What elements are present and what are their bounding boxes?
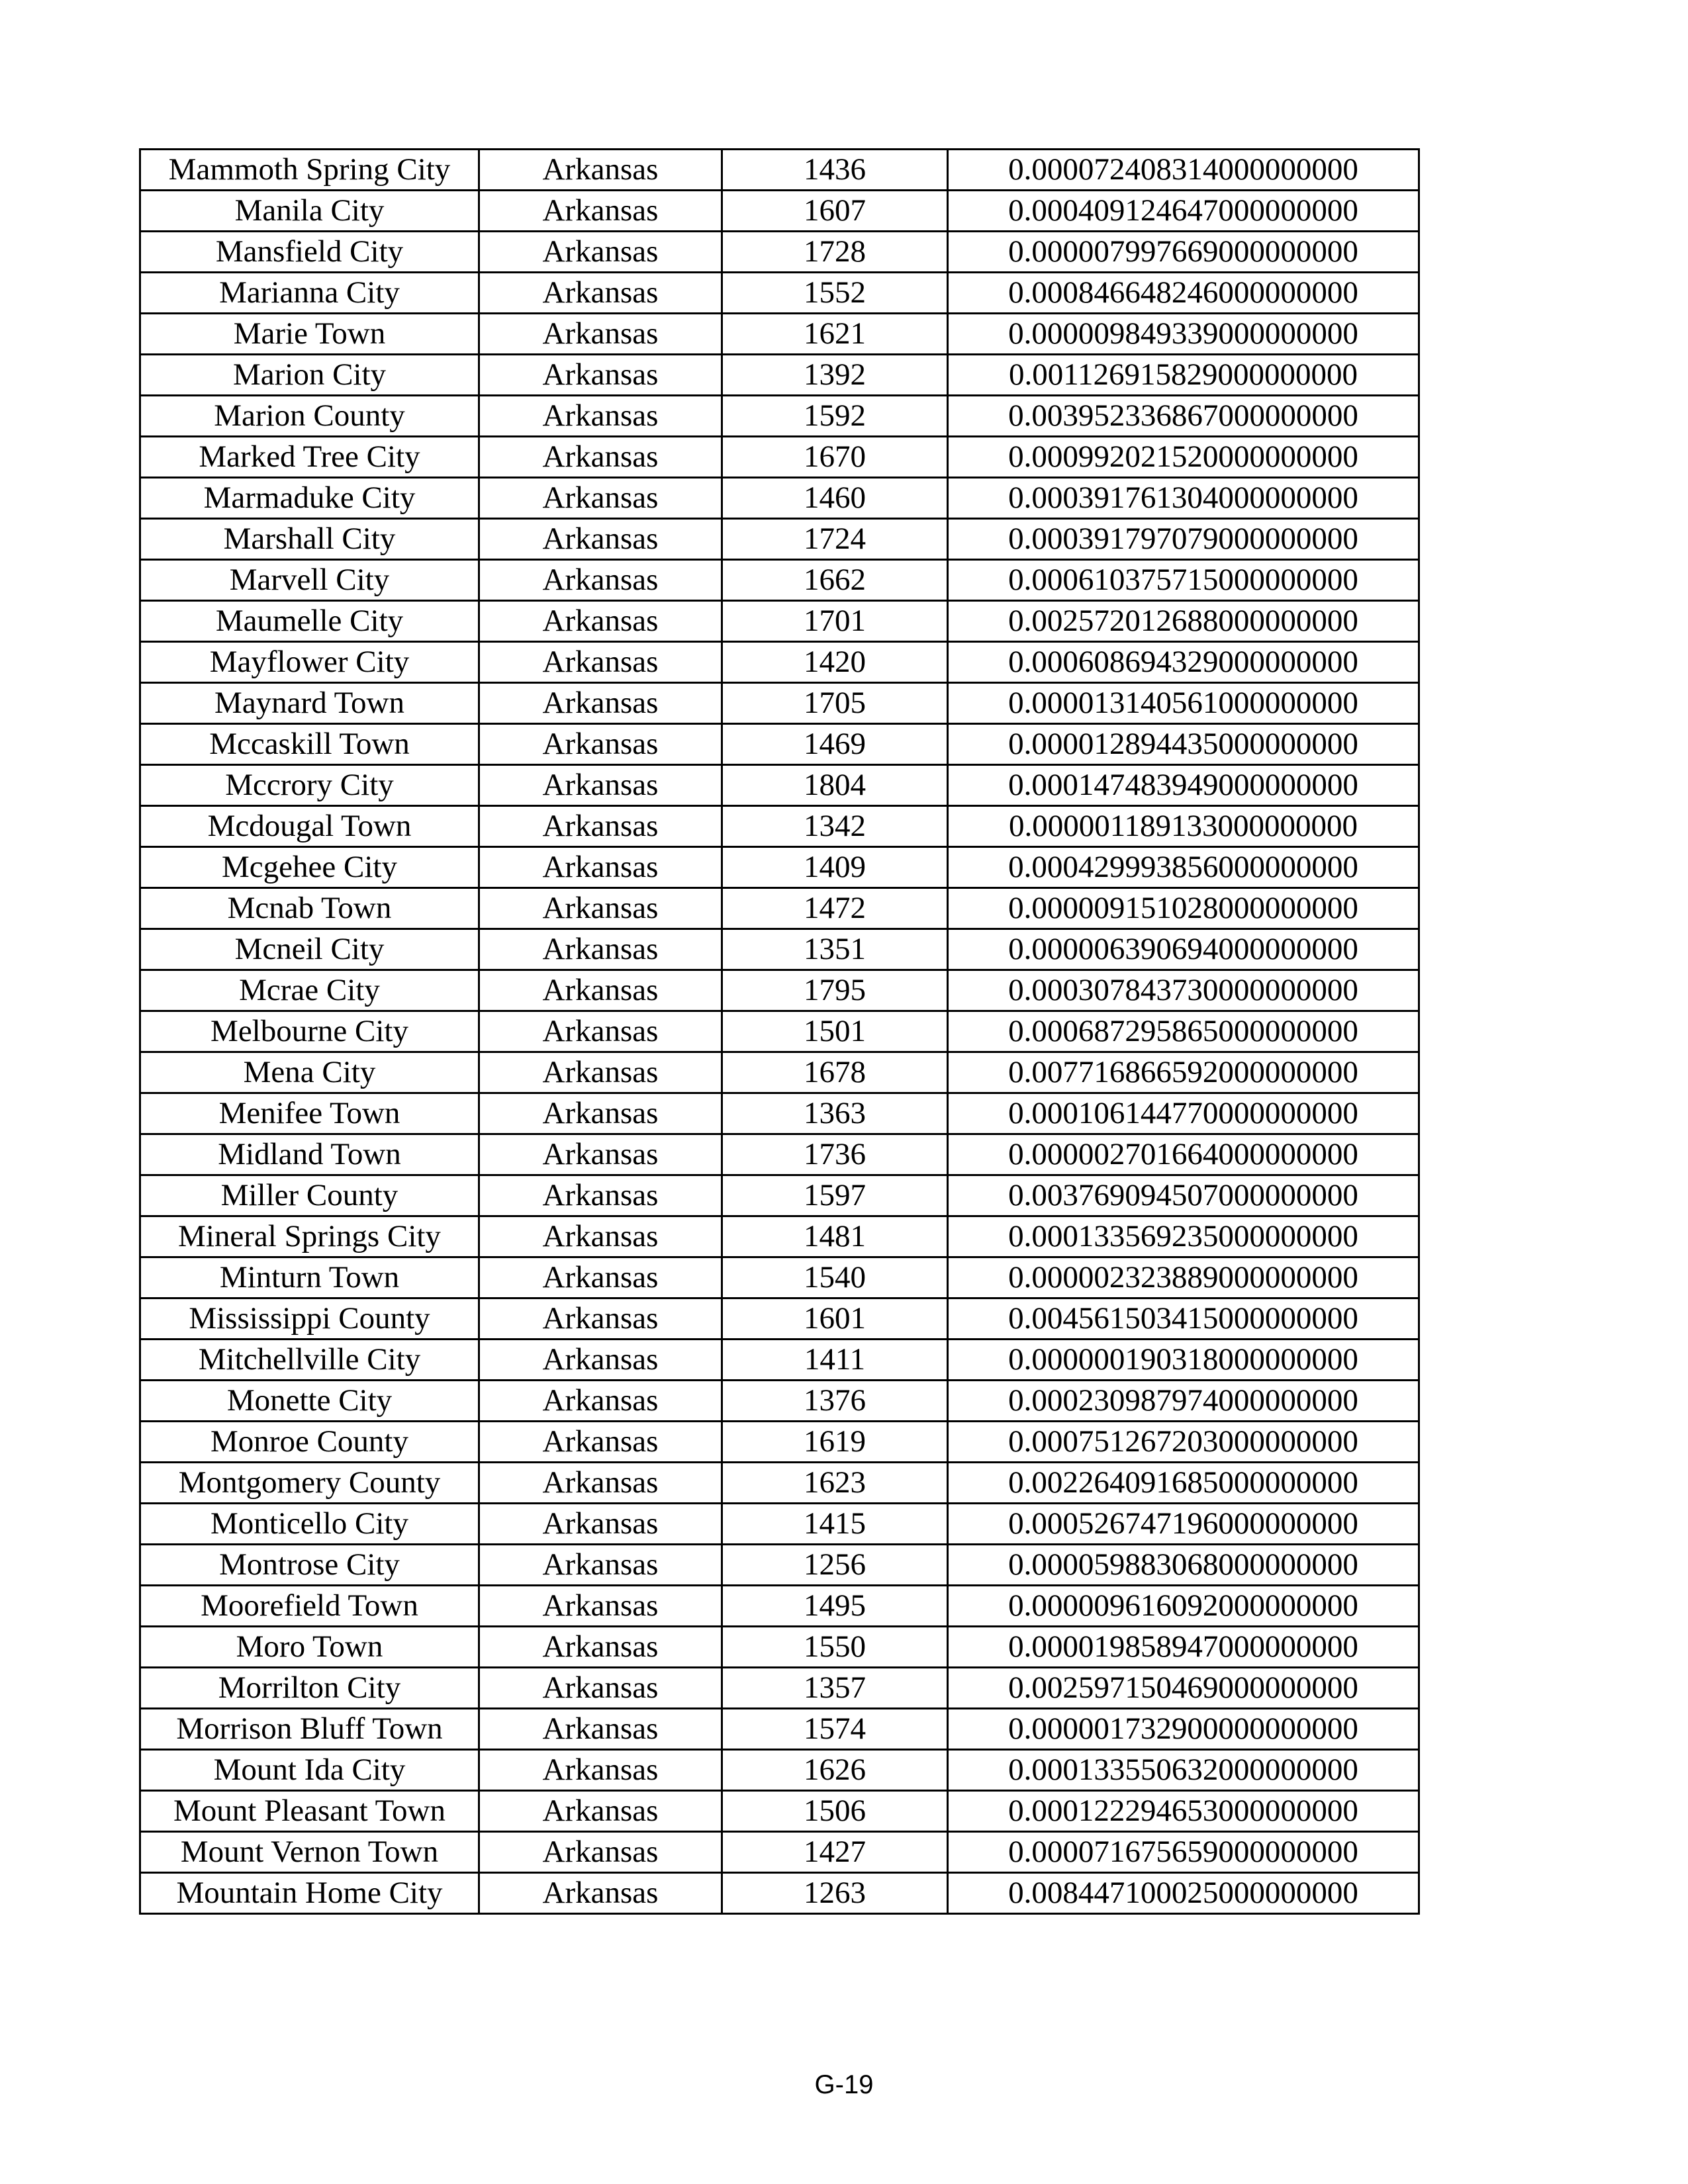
- code-cell: 1795: [722, 970, 948, 1011]
- code-cell: 1592: [722, 396, 948, 437]
- table-row: [140, 150, 1419, 191]
- state-cell: Arkansas: [479, 1093, 722, 1134]
- code-cell: 1540: [722, 1257, 948, 1298]
- table-row: [140, 1216, 1419, 1257]
- jurisdiction-cell: Monette City: [140, 1381, 479, 1422]
- jurisdiction-cell: Marshall City: [140, 519, 479, 560]
- jurisdiction-cell: Mayflower City: [140, 642, 479, 683]
- jurisdiction-cell: Mount Vernon Town: [140, 1832, 479, 1873]
- jurisdiction-cell: Mount Pleasant Town: [140, 1791, 479, 1832]
- state-cell: Arkansas: [479, 601, 722, 642]
- jurisdiction-cell: Mount Ida City: [140, 1750, 479, 1791]
- code-cell: 1481: [722, 1216, 948, 1257]
- state-cell: Arkansas: [479, 396, 722, 437]
- jurisdiction-cell: Morrilton City: [140, 1668, 479, 1709]
- code-cell: 1342: [722, 806, 948, 847]
- table-row: [140, 1422, 1419, 1463]
- value-cell: 0.000002701664000000000: [948, 1134, 1419, 1175]
- code-cell: 1363: [722, 1093, 948, 1134]
- state-cell: Arkansas: [479, 1627, 722, 1668]
- jurisdiction-cell: Marion City: [140, 355, 479, 396]
- value-cell: 0.000526747196000000000: [948, 1504, 1419, 1545]
- jurisdiction-cell: Montrose City: [140, 1545, 479, 1586]
- state-cell: Arkansas: [479, 1545, 722, 1586]
- state-cell: Arkansas: [479, 1873, 722, 1914]
- jurisdiction-cell: Menifee Town: [140, 1093, 479, 1134]
- code-cell: 1256: [722, 1545, 948, 1586]
- table-row: [140, 1175, 1419, 1216]
- code-cell: 1501: [722, 1011, 948, 1052]
- jurisdiction-cell: Mammoth Spring City: [140, 150, 479, 191]
- table-row: [140, 1668, 1419, 1709]
- jurisdiction-cell: Mcneil City: [140, 929, 479, 970]
- table-row: [140, 519, 1419, 560]
- jurisdiction-cell: Mitchellville City: [140, 1340, 479, 1381]
- state-cell: Arkansas: [479, 1750, 722, 1791]
- value-cell: 0.000013140561000000000: [948, 683, 1419, 724]
- code-cell: 1460: [722, 478, 948, 519]
- code-cell: 1436: [722, 150, 948, 191]
- value-cell: 0.002264091685000000000: [948, 1463, 1419, 1504]
- code-cell: 1552: [722, 273, 948, 314]
- state-cell: Arkansas: [479, 1216, 722, 1257]
- value-cell: 0.000007997669000000000: [948, 232, 1419, 273]
- table-row: [140, 1052, 1419, 1093]
- jurisdiction-cell: Mccrory City: [140, 765, 479, 806]
- code-cell: 1626: [722, 1750, 948, 1791]
- value-cell: 0.001126915829000000000: [948, 355, 1419, 396]
- table-row: [140, 1791, 1419, 1832]
- state-cell: Arkansas: [479, 1011, 722, 1052]
- value-cell: 0.000009616092000000000: [948, 1586, 1419, 1627]
- state-cell: Arkansas: [479, 478, 722, 519]
- code-cell: 1724: [722, 519, 948, 560]
- table-row: [140, 273, 1419, 314]
- code-cell: 1728: [722, 232, 948, 273]
- table-row: [140, 806, 1419, 847]
- table-row: [140, 847, 1419, 888]
- code-cell: 1670: [722, 437, 948, 478]
- value-cell: 0.000001189133000000000: [948, 806, 1419, 847]
- value-cell: 0.000610375715000000000: [948, 560, 1419, 601]
- value-cell: 0.000002323889000000000: [948, 1257, 1419, 1298]
- jurisdiction-cell: Mcgehee City: [140, 847, 479, 888]
- code-cell: 1662: [722, 560, 948, 601]
- code-cell: 1351: [722, 929, 948, 970]
- value-cell: 0.003952336867000000000: [948, 396, 1419, 437]
- state-cell: Arkansas: [479, 806, 722, 847]
- table-row: [140, 1504, 1419, 1545]
- table-body: [140, 150, 1419, 1914]
- state-cell: Arkansas: [479, 888, 722, 929]
- code-cell: 1357: [722, 1668, 948, 1709]
- value-cell: 0.008447100025000000000: [948, 1873, 1419, 1914]
- state-cell: Arkansas: [479, 1381, 722, 1422]
- state-cell: Arkansas: [479, 1422, 722, 1463]
- jurisdiction-cell: Marion County: [140, 396, 479, 437]
- value-cell: 0.000307843730000000000: [948, 970, 1419, 1011]
- state-cell: Arkansas: [479, 1175, 722, 1216]
- table-row: [140, 1750, 1419, 1791]
- jurisdiction-cell: Mcnab Town: [140, 888, 479, 929]
- page-number: G-19: [814, 2070, 874, 2099]
- value-cell: 0.003769094507000000000: [948, 1175, 1419, 1216]
- jurisdiction-cell: Marked Tree City: [140, 437, 479, 478]
- value-cell: 0.007716866592000000000: [948, 1052, 1419, 1093]
- table-row: [140, 1298, 1419, 1340]
- state-cell: Arkansas: [479, 724, 722, 765]
- jurisdiction-cell: Miller County: [140, 1175, 479, 1216]
- jurisdiction-cell: Maynard Town: [140, 683, 479, 724]
- jurisdiction-cell: Morrison Bluff Town: [140, 1709, 479, 1750]
- state-cell: Arkansas: [479, 560, 722, 601]
- code-cell: 1574: [722, 1709, 948, 1750]
- state-cell: Arkansas: [479, 1340, 722, 1381]
- value-cell: 0.000006390694000000000: [948, 929, 1419, 970]
- state-cell: Arkansas: [479, 683, 722, 724]
- table-row: [140, 724, 1419, 765]
- value-cell: 0.000001732900000000000: [948, 1709, 1419, 1750]
- value-cell: 0.000019858947000000000: [948, 1627, 1419, 1668]
- value-cell: 0.000751267203000000000: [948, 1422, 1419, 1463]
- jurisdiction-cell: Moorefield Town: [140, 1586, 479, 1627]
- table-row: [140, 1832, 1419, 1873]
- state-cell: Arkansas: [479, 355, 722, 396]
- state-cell: Arkansas: [479, 1709, 722, 1750]
- code-cell: 1411: [722, 1340, 948, 1381]
- jurisdiction-cell: Mountain Home City: [140, 1873, 479, 1914]
- code-cell: 1705: [722, 683, 948, 724]
- value-cell: 0.000147483949000000000: [948, 765, 1419, 806]
- jurisdiction-cell: Minturn Town: [140, 1257, 479, 1298]
- table-row: [140, 929, 1419, 970]
- code-cell: 1597: [722, 1175, 948, 1216]
- table-row: [140, 478, 1419, 519]
- code-cell: 1392: [722, 355, 948, 396]
- table-row: [140, 642, 1419, 683]
- value-cell: 0.000000190318000000000: [948, 1340, 1419, 1381]
- table-row: [140, 560, 1419, 601]
- state-cell: Arkansas: [479, 1134, 722, 1175]
- table-row: [140, 1586, 1419, 1627]
- code-cell: 1495: [722, 1586, 948, 1627]
- value-cell: 0.000133550632000000000: [948, 1750, 1419, 1791]
- data-table: [139, 148, 1420, 1915]
- code-cell: 1621: [722, 314, 948, 355]
- code-cell: 1736: [722, 1134, 948, 1175]
- value-cell: 0.000122294653000000000: [948, 1791, 1419, 1832]
- table-row: [140, 1011, 1419, 1052]
- table-row: [140, 601, 1419, 642]
- table-row: [140, 1340, 1419, 1381]
- code-cell: 1415: [722, 1504, 948, 1545]
- jurisdiction-cell: Marie Town: [140, 314, 479, 355]
- value-cell: 0.000687295865000000000: [948, 1011, 1419, 1052]
- state-cell: Arkansas: [479, 150, 722, 191]
- code-cell: 1804: [722, 765, 948, 806]
- table-row: [140, 683, 1419, 724]
- value-cell: 0.004561503415000000000: [948, 1298, 1419, 1340]
- state-cell: Arkansas: [479, 642, 722, 683]
- jurisdiction-cell: Monticello City: [140, 1504, 479, 1545]
- value-cell: 0.000012894435000000000: [948, 724, 1419, 765]
- code-cell: 1678: [722, 1052, 948, 1093]
- jurisdiction-cell: Monroe County: [140, 1422, 479, 1463]
- value-cell: 0.000009151028000000000: [948, 888, 1419, 929]
- table-row: [140, 970, 1419, 1011]
- code-cell: 1701: [722, 601, 948, 642]
- code-cell: 1376: [722, 1381, 948, 1422]
- value-cell: 0.000608694329000000000: [948, 642, 1419, 683]
- state-cell: Arkansas: [479, 1257, 722, 1298]
- table-row: [140, 437, 1419, 478]
- table-row: [140, 888, 1419, 929]
- value-cell: 0.000391761304000000000: [948, 478, 1419, 519]
- state-cell: Arkansas: [479, 314, 722, 355]
- code-cell: 1607: [722, 191, 948, 232]
- state-cell: Arkansas: [479, 519, 722, 560]
- state-cell: Arkansas: [479, 273, 722, 314]
- table-row: [140, 1134, 1419, 1175]
- jurisdiction-cell: Moro Town: [140, 1627, 479, 1668]
- code-cell: 1409: [722, 847, 948, 888]
- value-cell: 0.000409124647000000000: [948, 191, 1419, 232]
- value-cell: 0.000992021520000000000: [948, 437, 1419, 478]
- state-cell: Arkansas: [479, 1791, 722, 1832]
- code-cell: 1601: [722, 1298, 948, 1340]
- jurisdiction-cell: Marmaduke City: [140, 478, 479, 519]
- code-cell: 1263: [722, 1873, 948, 1914]
- jurisdiction-cell: Marianna City: [140, 273, 479, 314]
- jurisdiction-cell: Mena City: [140, 1052, 479, 1093]
- table-row: [140, 355, 1419, 396]
- jurisdiction-cell: Mineral Springs City: [140, 1216, 479, 1257]
- state-cell: Arkansas: [479, 765, 722, 806]
- state-cell: Arkansas: [479, 970, 722, 1011]
- state-cell: Arkansas: [479, 1052, 722, 1093]
- value-cell: 0.002572012688000000000: [948, 601, 1419, 642]
- jurisdiction-cell: Mississippi County: [140, 1298, 479, 1340]
- table-row: [140, 1873, 1419, 1914]
- state-cell: Arkansas: [479, 1504, 722, 1545]
- code-cell: 1623: [722, 1463, 948, 1504]
- jurisdiction-cell: Midland Town: [140, 1134, 479, 1175]
- jurisdiction-cell: Marvell City: [140, 560, 479, 601]
- jurisdiction-cell: Maumelle City: [140, 601, 479, 642]
- value-cell: 0.000230987974000000000: [948, 1381, 1419, 1422]
- jurisdiction-cell: Mansfield City: [140, 232, 479, 273]
- table-row: [140, 314, 1419, 355]
- value-cell: 0.000072408314000000000: [948, 150, 1419, 191]
- table-row: [140, 1545, 1419, 1586]
- table-row: [140, 1709, 1419, 1750]
- state-cell: Arkansas: [479, 437, 722, 478]
- table-row: [140, 1093, 1419, 1134]
- code-cell: 1506: [722, 1791, 948, 1832]
- value-cell: 0.000071675659000000000: [948, 1832, 1419, 1873]
- jurisdiction-cell: Manila City: [140, 191, 479, 232]
- code-cell: 1619: [722, 1422, 948, 1463]
- table-row: [140, 1257, 1419, 1298]
- value-cell: 0.000391797079000000000: [948, 519, 1419, 560]
- jurisdiction-cell: Montgomery County: [140, 1463, 479, 1504]
- state-cell: Arkansas: [479, 929, 722, 970]
- value-cell: 0.000846648246000000000: [948, 273, 1419, 314]
- state-cell: Arkansas: [479, 232, 722, 273]
- state-cell: Arkansas: [479, 191, 722, 232]
- state-cell: Arkansas: [479, 847, 722, 888]
- code-cell: 1427: [722, 1832, 948, 1873]
- jurisdiction-cell: Mcdougal Town: [140, 806, 479, 847]
- state-cell: Arkansas: [479, 1832, 722, 1873]
- table-row: [140, 765, 1419, 806]
- state-cell: Arkansas: [479, 1586, 722, 1627]
- value-cell: 0.000106144770000000000: [948, 1093, 1419, 1134]
- code-cell: 1469: [722, 724, 948, 765]
- jurisdiction-cell: Mccaskill Town: [140, 724, 479, 765]
- table-row: [140, 396, 1419, 437]
- value-cell: 0.000133569235000000000: [948, 1216, 1419, 1257]
- table-row: [140, 191, 1419, 232]
- value-cell: 0.002597150469000000000: [948, 1668, 1419, 1709]
- code-cell: 1472: [722, 888, 948, 929]
- value-cell: 0.000009849339000000000: [948, 314, 1419, 355]
- value-cell: 0.000059883068000000000: [948, 1545, 1419, 1586]
- value-cell: 0.000429993856000000000: [948, 847, 1419, 888]
- code-cell: 1550: [722, 1627, 948, 1668]
- table-row: [140, 1627, 1419, 1668]
- code-cell: 1420: [722, 642, 948, 683]
- state-cell: Arkansas: [479, 1298, 722, 1340]
- state-cell: Arkansas: [479, 1463, 722, 1504]
- state-cell: Arkansas: [479, 1668, 722, 1709]
- jurisdiction-cell: Mcrae City: [140, 970, 479, 1011]
- table-row: [140, 232, 1419, 273]
- table-row: [140, 1381, 1419, 1422]
- table-row: [140, 1463, 1419, 1504]
- jurisdiction-cell: Melbourne City: [140, 1011, 479, 1052]
